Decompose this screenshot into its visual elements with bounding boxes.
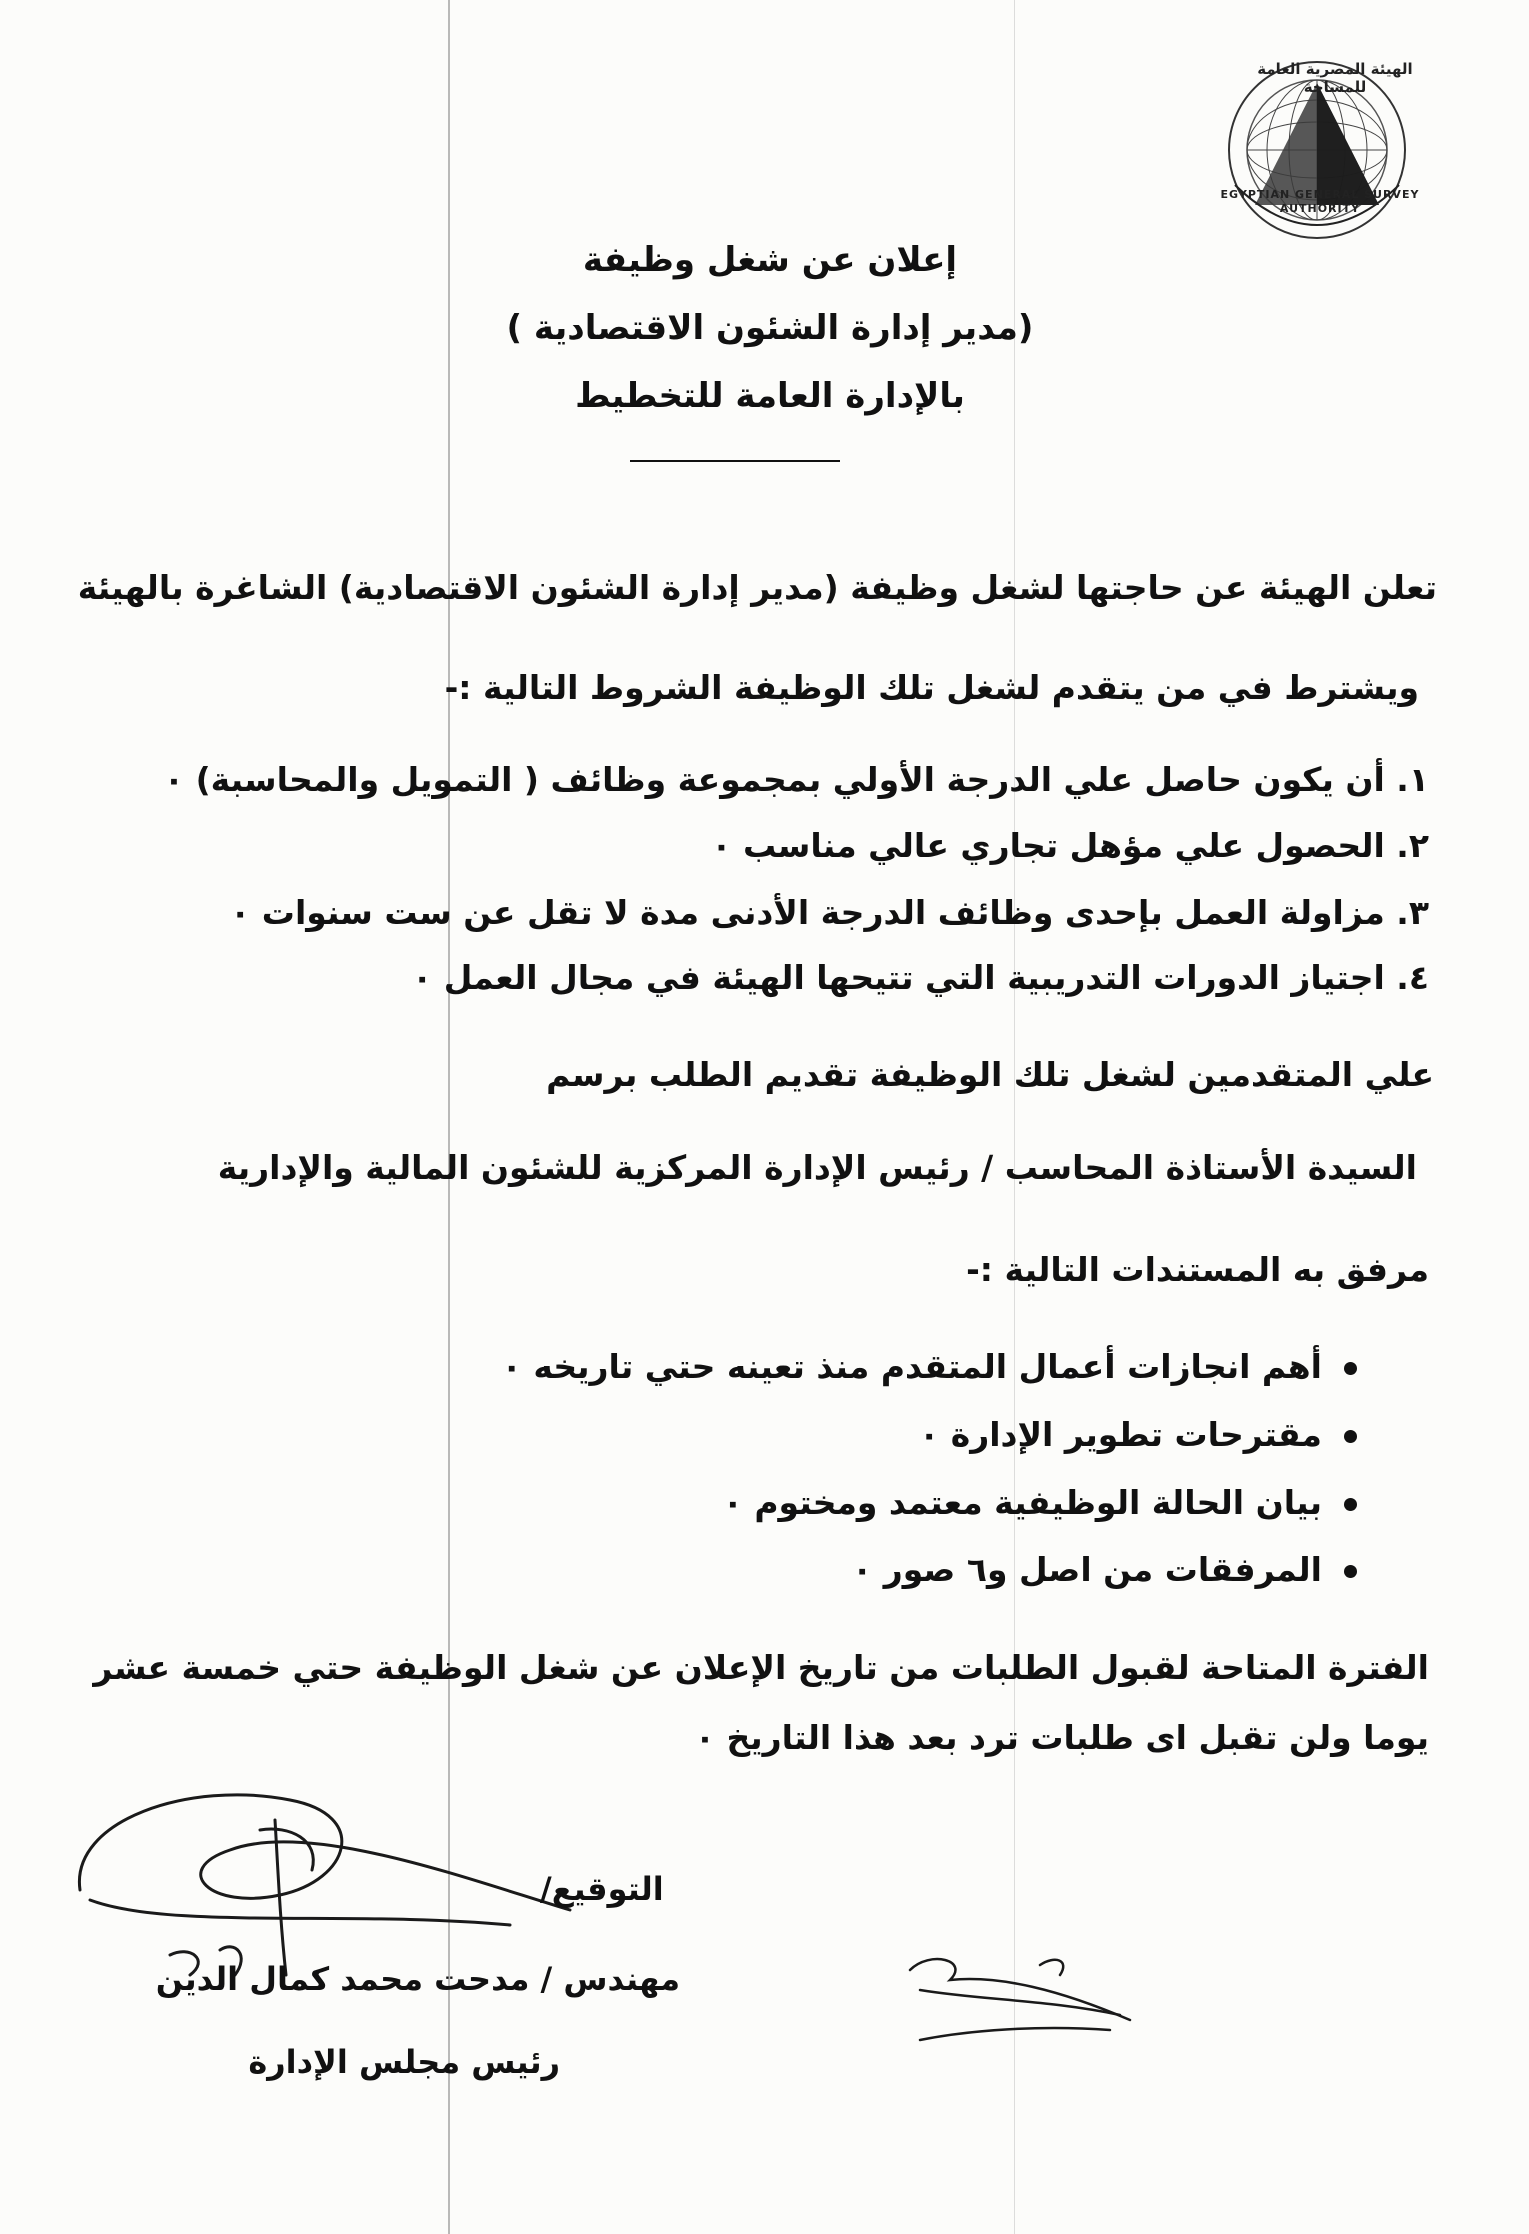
handwritten-initials-icon [890,1930,1150,2060]
attachment-item [357,1483,1357,1522]
attachment-text: أهم انجازات أعمال المتقدم منذ تعينه حتي تاريخه ٠ [501,1347,1322,1386]
bullet-icon [1344,1362,1357,1375]
title-underline [630,460,840,462]
attachment-text: مقترحات تطوير الإدارة ٠ [919,1415,1322,1454]
title-line-2: (مدير إدارة الشئون الاقتصادية ) [506,308,1034,348]
attachments-intro: مرفق به المستندات التالية :- [966,1250,1429,1289]
condition-item: ١. أن يكون حاصل علي الدرجة الأولي بمجموعة وظائف ( التمويل والمحاسبة) ٠ [163,760,1429,799]
intro-line-2: ويشترط في من يتقدم لشغل تلك الوظيفة الشروط التالية :- [444,668,1419,707]
bullet-icon [1344,1498,1357,1511]
bullet-icon [1344,1430,1357,1443]
attachment-text: المرفقات من اصل و٦ صور ٠ [852,1550,1322,1589]
title-line-1: إعلان عن شغل وظيفة [582,240,958,280]
logo-arabic-text: الهيئة المصرية العامة للمساحة [1257,60,1413,96]
title-line-3: بالإدارة العامة للتخطيط [575,376,965,416]
period-line-2: يوما ولن تقبل اى طلبات ترد بعد هذا التاريخ ٠ [694,1718,1429,1757]
handwritten-signature-icon [50,1760,610,1990]
applicants-line: علي المتقدمين لشغل تلك الوظيفة تقديم الطلب برسم [546,1055,1434,1094]
logo-english-text [1205,188,1435,216]
attachment-text: بيان الحالة الوظيفية معتمد ومختوم ٠ [722,1483,1322,1522]
condition-item: ٢. الحصول علي مؤهل تجاري عالي مناسب ٠ [711,826,1429,865]
logo-english-line2: AUTHORITY [1279,202,1361,215]
condition-item: ٣. مزاولة العمل بإحدى وظائف الدرجة الأدنى مدة لا تقل عن ست سنوات ٠ [230,893,1429,932]
attachment-item [357,1415,1357,1454]
attachment-item [357,1550,1357,1589]
logo-english-line1: EGYPTIAN GENERAL SURVEY [1220,188,1420,201]
addressee-line: السيدة الأستاذة المحاسب / رئيس الإدارة المركزية للشئون المالية والإدارية [217,1148,1417,1187]
signatory-role: رئيس مجلس الإدارة [248,2043,560,2081]
signature-label: التوقيع/ [540,1870,664,1908]
attachment-item [357,1347,1357,1386]
period-line-1: الفترة المتاحة لقبول الطلبات من تاريخ الإعلان عن شغل الوظيفة حتي خمسة عشر [93,1648,1429,1687]
bullet-icon [1344,1565,1357,1578]
condition-item: ٤. اجتياز الدورات التدريبية التي تتيحها الهيئة في مجال العمل ٠ [412,958,1429,997]
intro-line-1: تعلن الهيئة عن حاجتها لشغل وظيفة (مدير إدارة الشئون الاقتصادية) الشاغرة بالهيئة [77,568,1437,607]
signatory-name: مهندس / مدحت محمد كمال الدين [155,1960,680,1998]
